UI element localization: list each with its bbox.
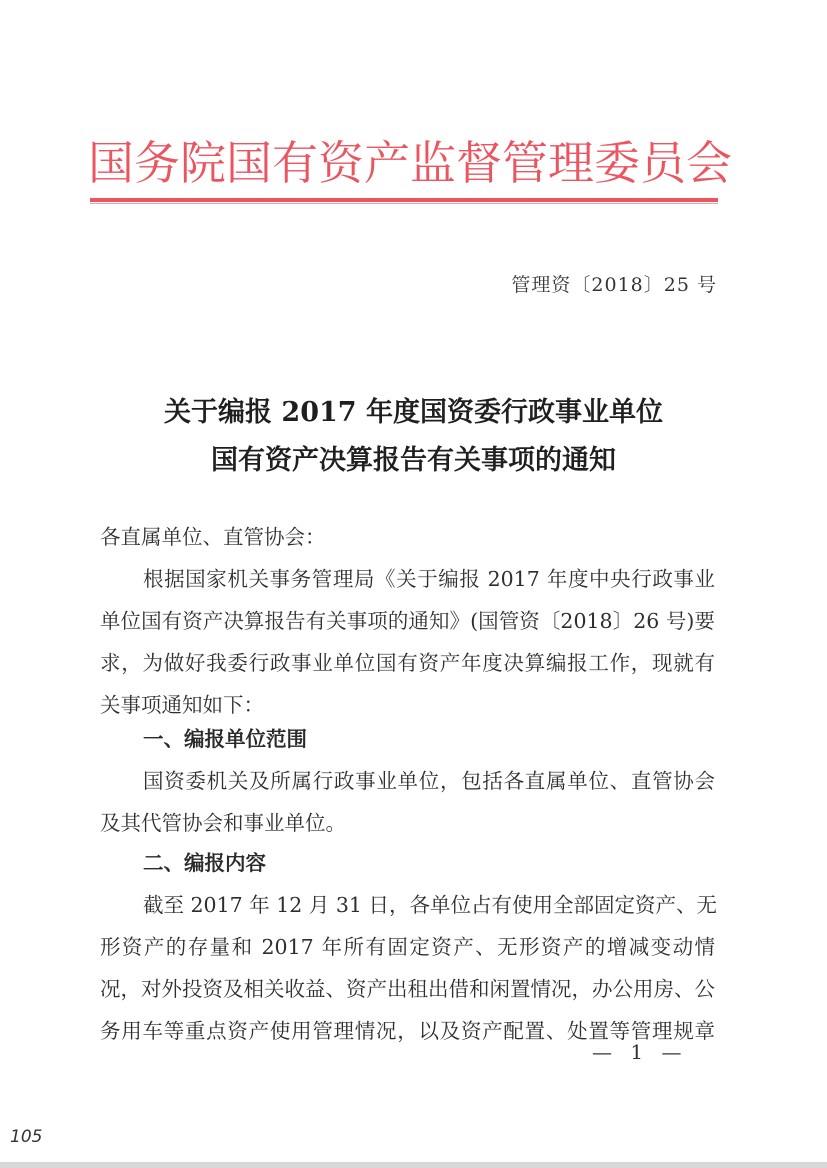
paragraph-line: 根据国家机关事务管理局《关于编报 2017 年度中央行政事业 — [143, 567, 715, 591]
document-number: 管理资〔2018〕25 号 — [511, 274, 717, 296]
document-title-line-1: 关于编报 2017 年度国资委行政事业单位 — [164, 397, 663, 428]
paragraph-line: 况，对外投资及相关收益、资产出租出借和闲置情况，办公用房、公 — [100, 977, 715, 1001]
paragraph-line: 国资委机关及所属行政事业单位，包括各直属单位、直管协会 — [143, 769, 715, 793]
red-divider-line — [90, 198, 718, 202]
scan-edge — [0, 1162, 827, 1168]
paragraph-line: 形资产的存量和 2017 年所有固定资产、无形资产的增减变动情 — [100, 935, 715, 959]
salutation: 各直属单位、直管协会： — [100, 525, 326, 549]
section-heading-2: 二、编报内容 — [143, 851, 266, 875]
paragraph-line: 关事项通知如下： — [100, 693, 264, 717]
paragraph-line: 截至 2017 年 12 月 31 日，各单位占有使用全部固定资产、无 — [143, 893, 717, 917]
paragraph-line: 单位国有资产决算报告有关事项的通知》(国管资〔2018〕26 号)要 — [100, 609, 715, 633]
issuer-header: 国务院国有资产监督管理委员会 — [88, 136, 732, 190]
paragraph-line: 及其代管协会和事业单位。 — [100, 811, 346, 835]
document-title-line-2: 国有资产决算报告有关事项的通知 — [211, 445, 616, 476]
page-number: — 1 — — [592, 1040, 688, 1064]
section-heading-1: 一、编报单位范围 — [143, 727, 307, 751]
red-divider-line-thin — [90, 203, 718, 204]
handwritten-annotation: 105 — [10, 1127, 43, 1147]
paragraph-line: 务用车等重点资产使用管理情况，以及资产配置、处置等管理规章 — [100, 1019, 715, 1043]
paragraph-line: 求，为做好我委行政事业单位国有资产年度决算编报工作，现就有 — [100, 651, 715, 675]
